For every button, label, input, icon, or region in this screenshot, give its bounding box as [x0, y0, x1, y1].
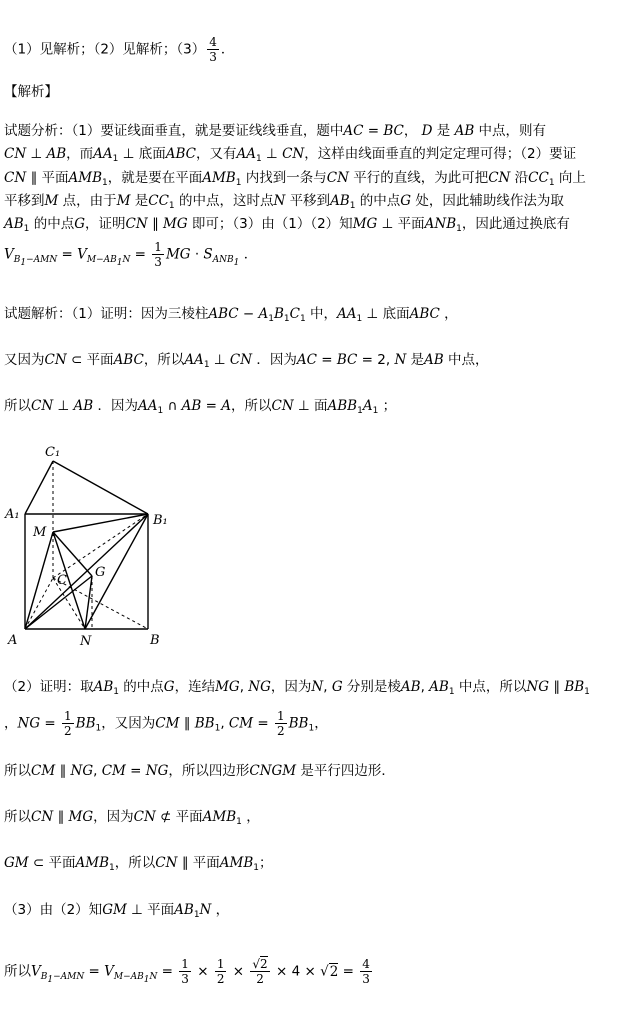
- analysis-line-2: CN ⊥ AB，而$AA_1$ ⊥ 底面ABC，又有$AA_1$ ⊥ CN，这样由线面垂直的判定定理可得；（2）要证: [4, 146, 577, 164]
- solution-line-1: 试题解析：（1）证明：因为三棱柱ABC − $A_1B_1C_1$ 中，$AA_1$ ⊥ 底面ABC ，: [4, 306, 458, 324]
- label-a: A: [8, 633, 18, 648]
- label-m: M: [33, 525, 47, 540]
- prism-figure: [0, 438, 180, 653]
- edge-cb-dashed: [53, 578, 148, 629]
- label-a1: A₁: [5, 507, 20, 522]
- answer-fraction: $\frac{4}{3}$: [209, 35, 217, 64]
- solution-line-4: （2）证明：取$AB_1$ 的中点G，连结MG, NG，因为N, G 分别是棱AB, $AB_1$ 中点，所以NG ∥ $BB_1$: [4, 679, 590, 697]
- label-c1: C₁: [45, 445, 61, 460]
- answer-line: （1）见解析；（2）见解析；（3） $\frac{4}{3}$ ．: [4, 35, 235, 64]
- analysis-line-5: $AB_1$ 的中点G，证明CN ∥ MG 即可；（3）由（1）（2）知MG ⊥ 平面$ANB_1$，因此通过换底有: [4, 216, 570, 234]
- solution-line-9: （3）由（2）知GM ⊥ 平面$AB_1N$ ，: [4, 902, 230, 920]
- edge-am: [25, 532, 53, 629]
- edge-a1c1: [25, 461, 53, 514]
- solution-line-6: 所以CM ∥ NG, CM = NG，所以四边形CNGM 是平行四边形．: [4, 763, 395, 779]
- analysis-line-6: $V_{B_1-AMN} = V_{M-AB_1N}$ = $\frac{1}{3}$ MG · $S_{ANB_1}$ ．: [4, 240, 258, 269]
- solution-line-8: GM ⊂ 平面$AMB_1$，所以CN ∥ 平面$AMB_1$；: [4, 855, 273, 873]
- solution-line-7: 所以CN ∥ MG，因为CN ⊄ 平面$AMB_1$ ，: [4, 809, 260, 827]
- label-n: N: [80, 634, 92, 649]
- label-c: C: [57, 573, 67, 588]
- analysis-line-4: 平移到M 点，由于M 是$CC_1$ 的中点，这时点N 平移到$AB_1$ 的中点G 处，因此辅助线作法为取: [4, 193, 564, 211]
- analysis-line-1: 试题分析：（1）要证线面垂直，就是要证线线垂直，题中AC = BC， D 是 AB 中点，则有: [4, 123, 547, 139]
- edge-mg: [53, 532, 92, 576]
- label-b1: B₁: [153, 513, 168, 528]
- label-b: B: [150, 633, 160, 648]
- edge-c1b1: [53, 461, 148, 514]
- solution-line-2: 又因为CN ⊂ 平面ABC，所以$AA_1$ ⊥ CN ．因为AC = BC = 2, N 是AB 中点，: [4, 352, 489, 370]
- solution-line-10: 所以$V_{B_1-AMN} = V_{M-AB_1N}$ = $\frac{1}{3}$ × $\frac{1}{2}$ × $\frac{√2}{2}$ × 4 × √2 = $\frac{4}{3}$: [4, 957, 370, 986]
- solution-line-5: ，NG = $\frac{1}{2}$ $BB_1$，又因为CM ∥ $BB_1$, CM = $\frac{1}{2}$ $BB_1$，: [4, 709, 328, 738]
- answer-text: （1）见解析；（2）见解析；（3）: [4, 41, 206, 58]
- solution-line-3: 所以CN ⊥ AB ．因为$AA_1$ ∩ AB = A，所以CN ⊥ 面$ABB_1A_1$ ；: [4, 398, 397, 416]
- edge-gn: [85, 576, 92, 629]
- analysis-line-3: CN ∥ 平面$AMB_1$，就是要在平面$AMB_1$ 内找到一条与CN 平行的直线，为此可把CN 沿$CC_1$ 向上: [4, 170, 586, 188]
- analysis-header: 【解析】: [4, 84, 58, 100]
- label-g: G: [95, 565, 106, 580]
- edge-ac-dashed: [25, 578, 53, 629]
